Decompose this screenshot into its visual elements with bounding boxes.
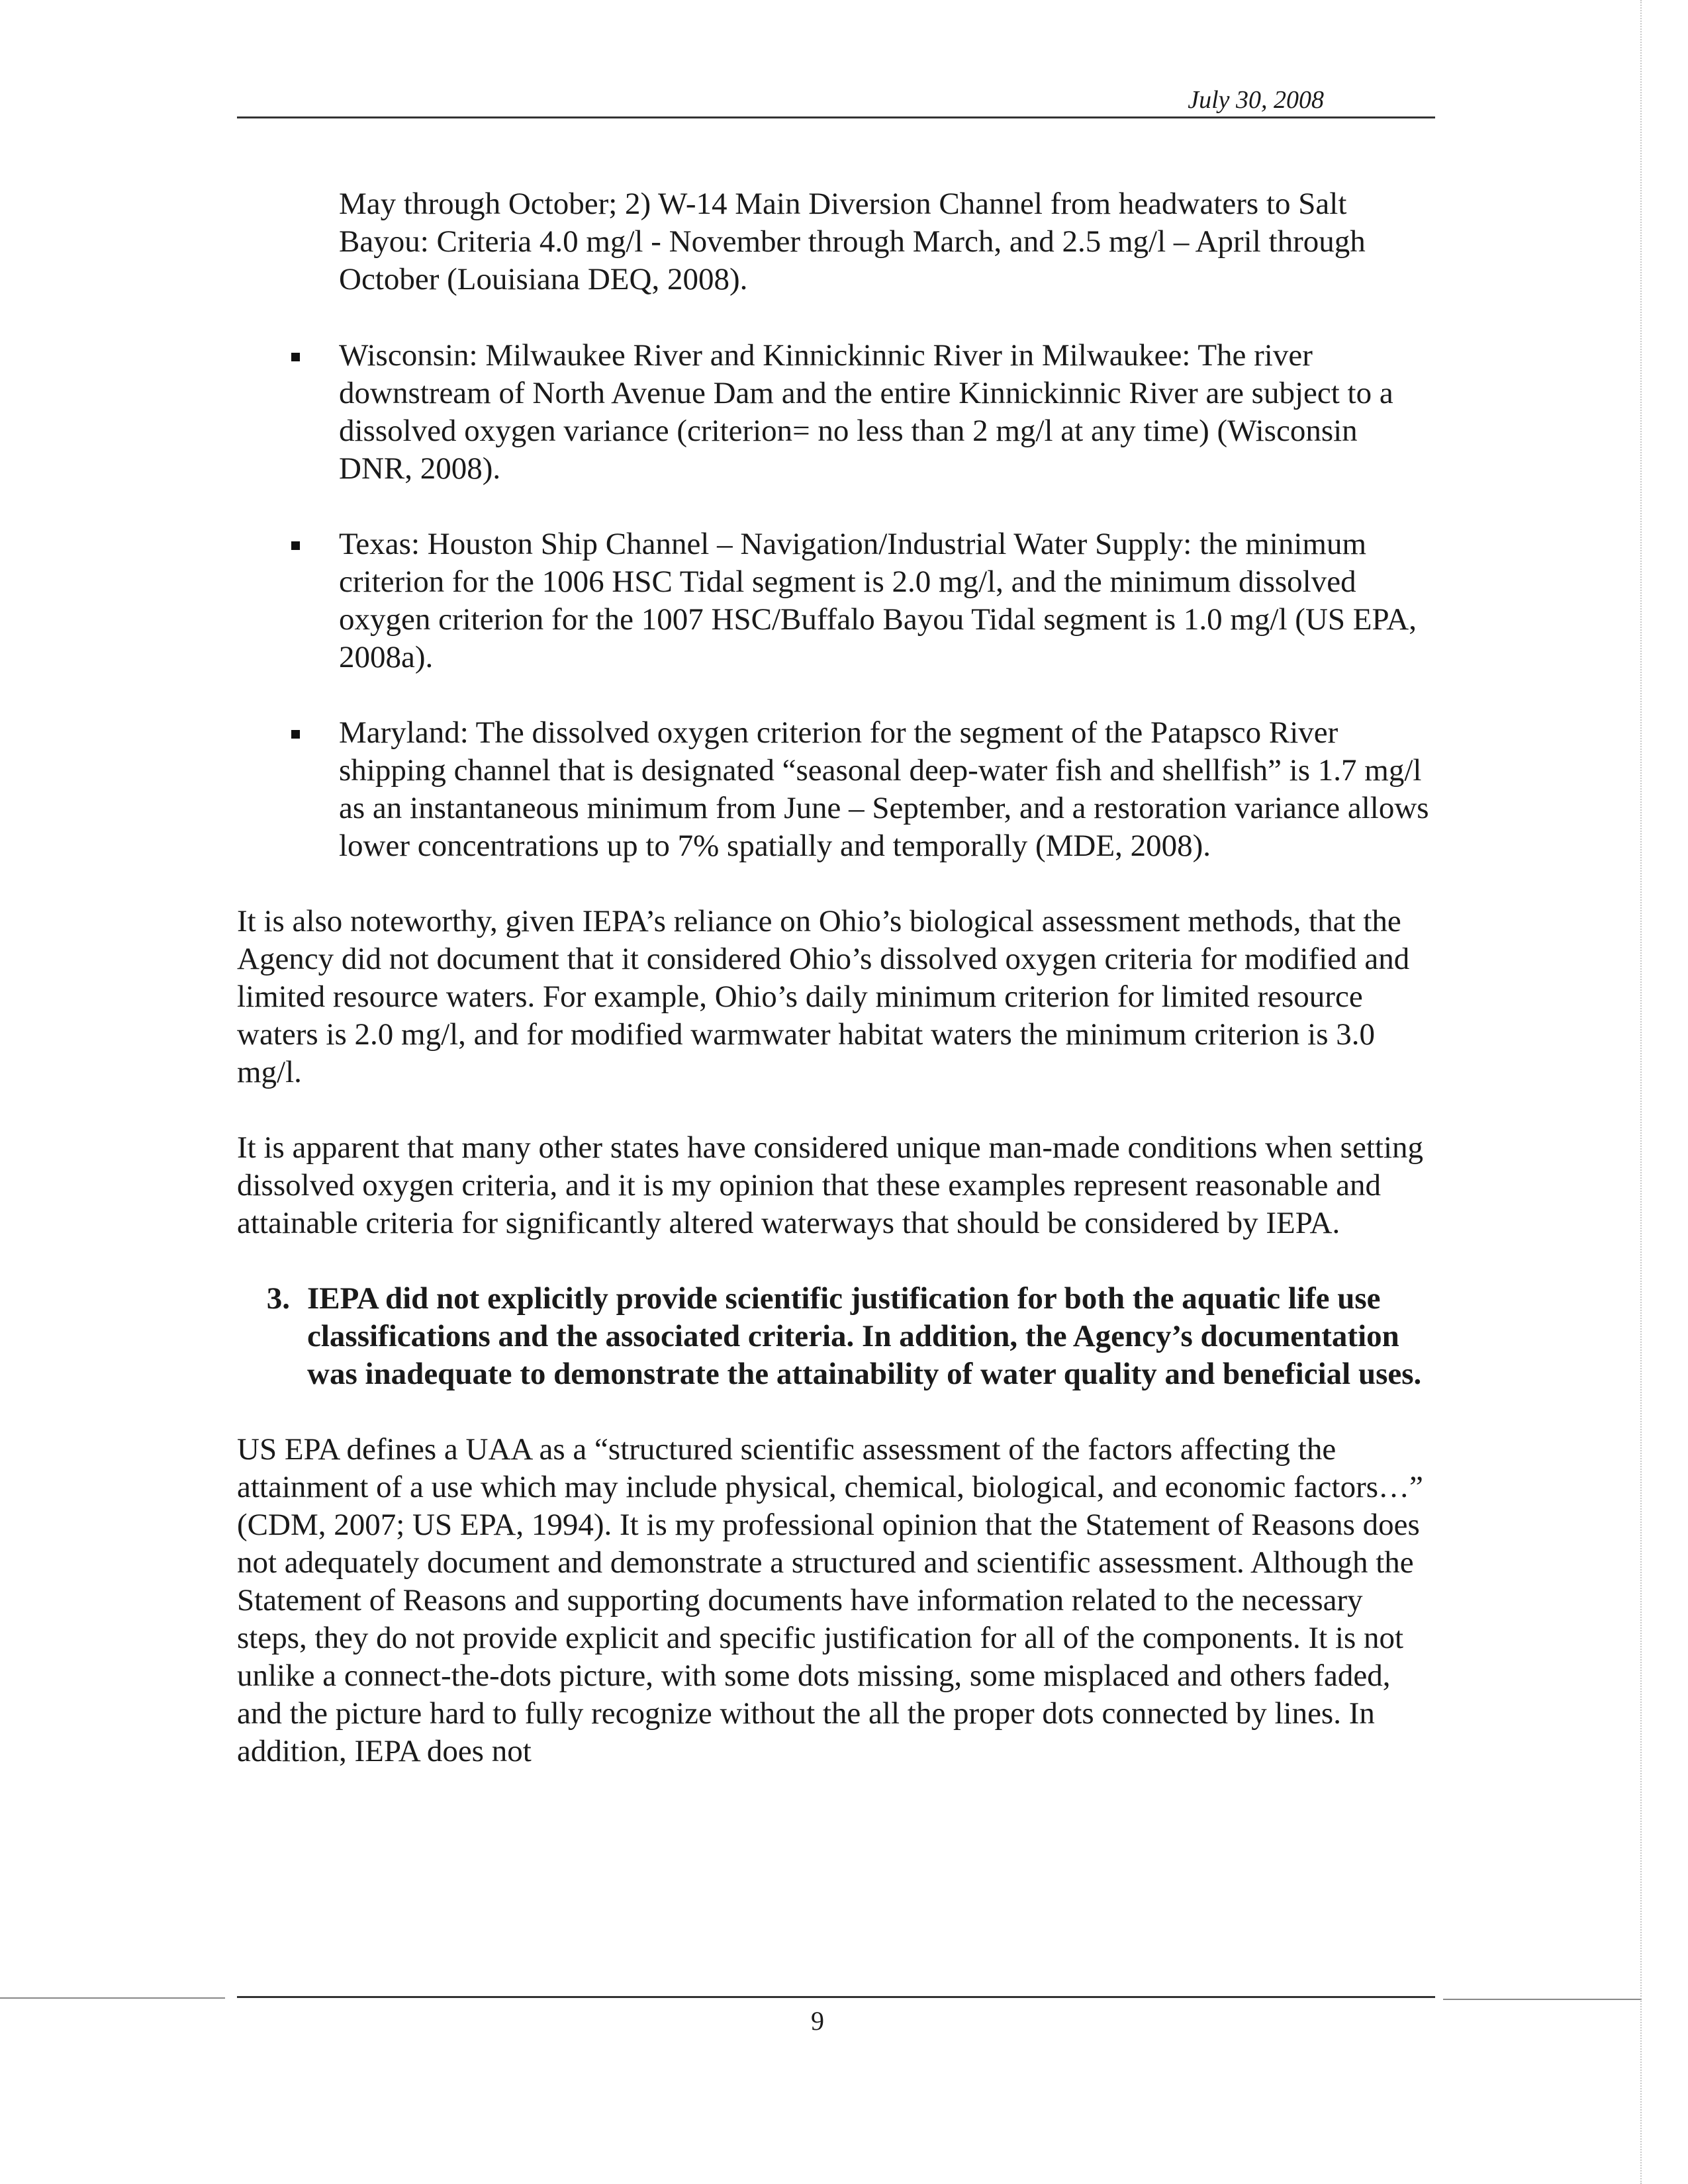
scan-edge-line [1640,0,1642,2184]
heading-number: 3. [266,1281,290,1316]
page-number: 9 [811,2006,824,2036]
bullet-item-wisconsin [237,337,1435,488]
paragraph-uaa: US EPA defines a UAA as a “structured scientific assessment of the factors affecting the attainment of a use which may include physical, chemical, biological, and economic factors…” (CDM, 2007; US EPA, 1994). It is my professional opinion that the Statement of Reasons does not adequately document and demonstrate a structured and scientific assessment. Although the Statement of Reasons and supporting documents have information related to the necessary steps, they do not provide explicit and specific justification for all of the components. It is not unlike a connect-the-dots picture, with some dots missing, some misplaced and others faded, and the picture hard to fully recognize without the all the proper dots connected by lines. In addition, IEPA does not [237,1432,1423,1768]
bullet-text: Wisconsin: Milwaukee River and Kinnickinnic River in Milwaukee: The river downstream of North Avenue Dam and the entire Kinnickinnic River are subject to a dissolved oxygen variance (criterion= no less than 2 mg/l at any time) (Wisconsin DNR, 2008). [339,338,1393,486]
square-bullet-icon [291,353,300,361]
continued-paragraph: May through October; 2) W-14 Main Diversion Channel from headwaters to Salt Bayou: Criteria 4.0 mg/l - November through March, and 2.5 mg/l – April through October (Louisiana DEQ, 2008). [339,187,1366,296]
numbered-heading-3 [237,1280,1435,1393]
paragraph-ohio: It is also noteworthy, given IEPA’s reliance on Ohio’s biological assessment methods, that the Agency did not document that it considered Ohio’s dissolved oxygen criteria for modified and limited resource waters. For example, Ohio’s daily minimum criterion for limited resource waters is 2.0 mg/l, and for modified warmwater habitat waters the minimum criterion is 3.0 mg/l. [237,904,1410,1089]
document-body [237,185,1435,1808]
bullet-item-maryland [237,714,1435,865]
header-rule [237,116,1435,118]
footer-rule-left [0,1997,225,1999]
bullet-list [237,337,1435,865]
bullet-text: Texas: Houston Ship Channel – Navigation/Industrial Water Supply: the minimum criterion for the 1006 HSC Tidal segment is 2.0 mg/l, and the minimum dissolved oxygen criterion for the 1007 HSC/Buffalo Bayou Tidal segment is 1.0 mg/l (US EPA, 2008a). [339,527,1417,674]
paragraph-other-states: It is apparent that many other states have considered unique man-made conditions when setting dissolved oxygen criteria, and it is my opinion that these examples represent reasonable and attainable criteria for significantly altered waterways that should be considered by IEPA. [237,1130,1424,1240]
bullet-text: Maryland: The dissolved oxygen criterion for the segment of the Patapsco River shipping channel that is designated “seasonal deep-water fish and shellfish” is 1.7 mg/l as an instantaneous minimum from June – September, and a restoration variance allows lower concentrations up to 7% spatially and temporally (MDE, 2008). [339,715,1429,863]
footer-rule [237,1996,1435,1998]
footer-rule-right [1443,1999,1642,2000]
square-bullet-icon [291,541,300,550]
bullet-item-texas [237,525,1435,676]
square-bullet-icon [291,730,300,739]
header-date: July 30, 2008 [1188,86,1324,114]
heading-text: IEPA did not explicitly provide scientific justification for both the aquatic life use classifications and the associated criteria. In addition, the Agency’s documentation was inadequate to demonstrate the attainability of water quality and beneficial uses. [307,1281,1422,1391]
